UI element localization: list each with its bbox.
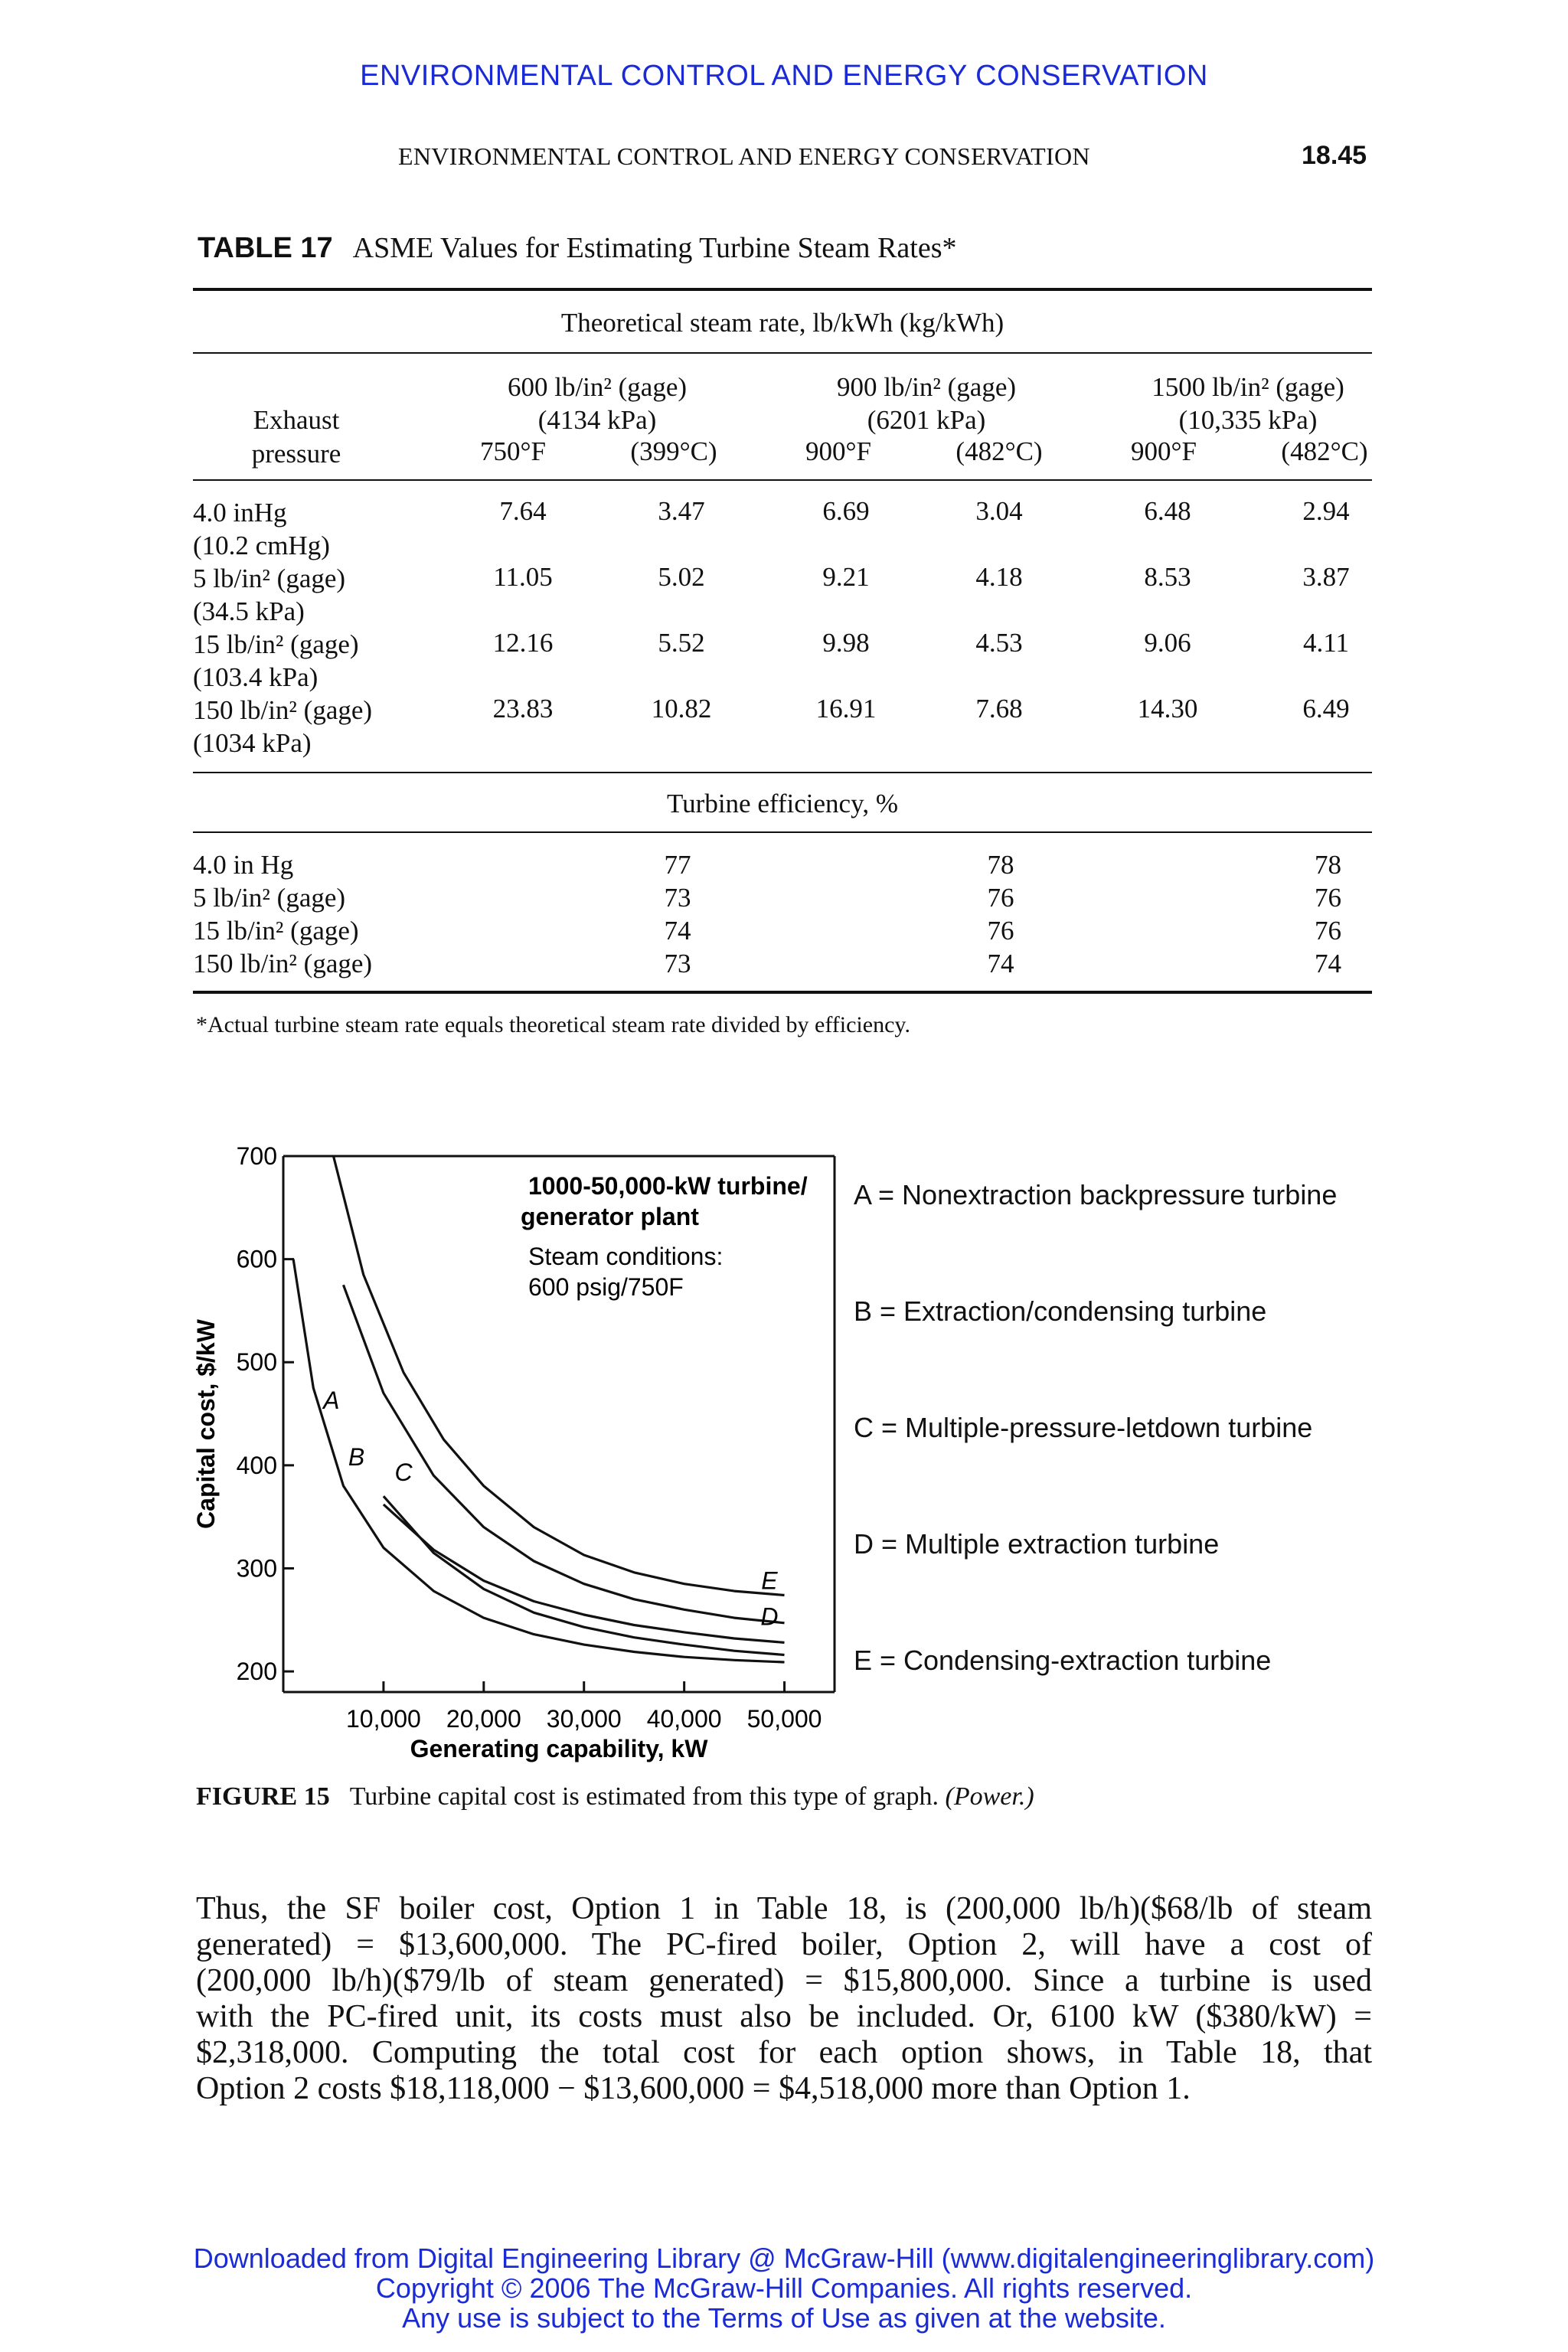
figure-source: (Power.) xyxy=(945,1782,1034,1811)
copyright-line: Copyright © 2006 The McGraw-Hill Companies. All rights reserved. xyxy=(375,2272,1193,2304)
table-cell: 2.94 xyxy=(1302,496,1350,526)
curve-d xyxy=(344,1285,785,1623)
terms-line: Any use is subject to the Terms of Use as given at the website. xyxy=(402,2302,1166,2334)
curve-b xyxy=(384,1496,785,1655)
table-cell: 9.06 xyxy=(1144,628,1191,658)
curve-label-d: D xyxy=(760,1602,779,1631)
table-cell: 23.83 xyxy=(492,694,554,724)
x-tick-label: 20,000 xyxy=(446,1705,521,1733)
top-banner: ENVIRONMENTAL CONTROL AND ENERGY CONSERVATION xyxy=(360,60,1208,92)
table-cell: 7.64 xyxy=(499,496,547,526)
y-axis-label: Capital cost, $/kW xyxy=(192,1319,220,1529)
table-cell: 6.48 xyxy=(1144,496,1191,526)
table-cell: 9.21 xyxy=(822,562,870,592)
table-bottom-rule xyxy=(193,991,1372,994)
chart-title-line: 1000-50,000-kW turbine/ xyxy=(528,1172,808,1200)
body-line: Option 2 costs $18,118,000 − $13,600,000 = $4,518,000 more than Option 1. xyxy=(196,2071,1191,2106)
table-cell: 7.68 xyxy=(975,694,1023,724)
table-row-label: 4.0 inHg (10.2 cmHg) xyxy=(193,498,330,560)
table-cell: 3.04 xyxy=(975,496,1023,526)
efficiency-column-900: 78 76 76 74 xyxy=(987,850,1014,978)
y-tick-label: 700 xyxy=(236,1142,277,1170)
table-cell: 6.69 xyxy=(822,496,870,526)
table-cell: 8.53 xyxy=(1144,562,1191,592)
table-label: TABLE 17 xyxy=(198,232,333,264)
temp-f-600: 750°F xyxy=(480,436,546,466)
chart-subtitle-line: 600 psig/750F xyxy=(528,1273,684,1301)
download-notice xyxy=(0,2243,1568,2333)
table-footnote: *Actual turbine steam rate equals theoretical steam rate divided by efficiency. xyxy=(196,1012,910,1037)
y-tick-label: 400 xyxy=(236,1451,277,1479)
table-cell: 3.47 xyxy=(658,496,705,526)
running-head-title: ENVIRONMENTAL CONTROL AND ENERGY CONSERVATION xyxy=(398,142,1090,170)
efficiency-row-labels: 4.0 in Hg 5 lb/in² (gage) 15 lb/in² (gage) 150 lb/in² (gage) xyxy=(193,850,373,978)
page-number: 18.45 xyxy=(1302,141,1367,170)
y-tick-label: 200 xyxy=(236,1658,277,1686)
section-rule xyxy=(193,352,1372,354)
table-cell: 11.05 xyxy=(493,562,553,592)
temp-f-900: 900°F xyxy=(805,436,871,466)
table-cell: 16.91 xyxy=(815,694,877,724)
curve-label-c: C xyxy=(394,1459,413,1487)
legend-item-c: C = Multiple-pressure-letdown turbine xyxy=(854,1412,1313,1443)
section-heading-efficiency: Turbine efficiency, % xyxy=(667,789,898,818)
table-cell: 9.98 xyxy=(822,628,870,658)
y-tick-label: 600 xyxy=(236,1245,277,1273)
efficiency-column-1500: 78 76 76 74 xyxy=(1315,850,1341,978)
legend-item-b: B = Extraction/condensing turbine xyxy=(854,1295,1267,1327)
table-cell: 5.52 xyxy=(658,628,705,658)
table-row-label: 15 lb/in² (gage) (103.4 kPa) xyxy=(193,629,359,692)
table-caption xyxy=(198,231,957,265)
table-row-label: 150 lb/in² (gage) (1034 kPa) xyxy=(193,695,373,758)
legend-item-a: A = Nonextraction backpressure turbine xyxy=(854,1179,1338,1210)
table-top-rule xyxy=(193,288,1372,291)
column-group-600: 600 lb/in² (gage) (4134 kPa) xyxy=(507,372,688,435)
curve-label-e: E xyxy=(761,1566,778,1595)
body-paragraph xyxy=(196,1891,1372,2107)
curve-label-b: B xyxy=(348,1442,365,1471)
table-cell: 3.87 xyxy=(1302,562,1350,592)
header-rule xyxy=(193,479,1372,481)
table-cell: 12.16 xyxy=(492,628,554,658)
chart-subtitle-line: Steam conditions: xyxy=(528,1243,724,1270)
download-notice-line[interactable]: Downloaded from Digital Engineering Library @ McGraw-Hill (www.digitalengineeringlibrary.com) xyxy=(193,2243,1375,2274)
x-tick-label: 50,000 xyxy=(746,1705,822,1733)
table-cell: 4.18 xyxy=(975,562,1023,592)
table-title: ASME Values for Estimating Turbine Steam Rates* xyxy=(352,232,957,264)
section-rule xyxy=(193,772,1372,773)
table-cell: 4.53 xyxy=(975,628,1023,658)
curve-c xyxy=(384,1504,785,1642)
chart-title-line: generator plant xyxy=(521,1203,699,1230)
body-line: (200,000 lb/h)($79/lb of steam generated) = $15,800,000. Since a turbine is used xyxy=(196,1963,1372,1998)
table-cell: 5.02 xyxy=(658,562,705,592)
column-group-900: 900 lb/in² (gage) (6201 kPa) xyxy=(836,372,1017,435)
exhaust-pressure-header: Exhaust pressure xyxy=(251,405,341,469)
x-tick-label: 30,000 xyxy=(546,1705,622,1733)
turbine-cost-chart xyxy=(191,1133,957,1769)
legend-item-e: E = Condensing-extraction turbine xyxy=(854,1645,1272,1676)
temp-c-600: (399°C) xyxy=(630,436,717,466)
table-cell: 10.82 xyxy=(651,694,712,724)
body-line: generated) = $13,600,000. The PC-fired boiler, Option 2, will have a cost of xyxy=(196,1927,1372,1962)
curve-label-a: A xyxy=(323,1386,340,1414)
table-cell: 4.11 xyxy=(1303,628,1349,658)
legend-item-d: D = Multiple extraction turbine xyxy=(854,1528,1220,1560)
table-cell: 6.49 xyxy=(1302,694,1350,724)
body-line: with the PC-fired unit, its costs must also be included. Or, 6100 kW ($380/kW) = xyxy=(196,1999,1372,2034)
figure-label: FIGURE 15 xyxy=(196,1782,330,1811)
y-tick-label: 500 xyxy=(236,1348,277,1377)
y-tick-label: 300 xyxy=(236,1554,277,1583)
x-tick-label: 40,000 xyxy=(646,1705,722,1733)
figure-caption-text: Turbine capital cost is estimated from this type of graph. xyxy=(349,1782,939,1811)
figure-caption xyxy=(196,1782,1034,1811)
efficiency-column-600: 77 73 74 73 xyxy=(664,850,691,978)
body-line: Thus, the SF boiler cost, Option 1 in Table 18, is (200,000 lb/h)($68/lb of steam xyxy=(196,1891,1372,1926)
x-tick-label: 10,000 xyxy=(345,1705,421,1733)
body-line: $2,318,000. Computing the total cost for each option shows, in Table 18, that xyxy=(196,2035,1372,2070)
column-group-1500: 1500 lb/in² (gage) (10,335 kPa) xyxy=(1152,372,1344,435)
temp-c-900: (482°C) xyxy=(956,436,1043,466)
section-heading-steam-rate: Theoretical steam rate, lb/kWh (kg/kWh) xyxy=(560,308,1004,338)
section-rule xyxy=(193,831,1372,833)
x-axis-label: Generating capability, kW xyxy=(410,1735,708,1762)
temp-c-1500: (482°C) xyxy=(1281,436,1368,466)
plot-frame xyxy=(283,1156,835,1692)
temp-f-1500: 900°F xyxy=(1131,436,1197,466)
table-row-label: 5 lb/in² (gage) (34.5 kPa) xyxy=(193,564,346,626)
table-cell: 14.30 xyxy=(1137,694,1198,724)
chart-annotation xyxy=(521,1172,808,1301)
